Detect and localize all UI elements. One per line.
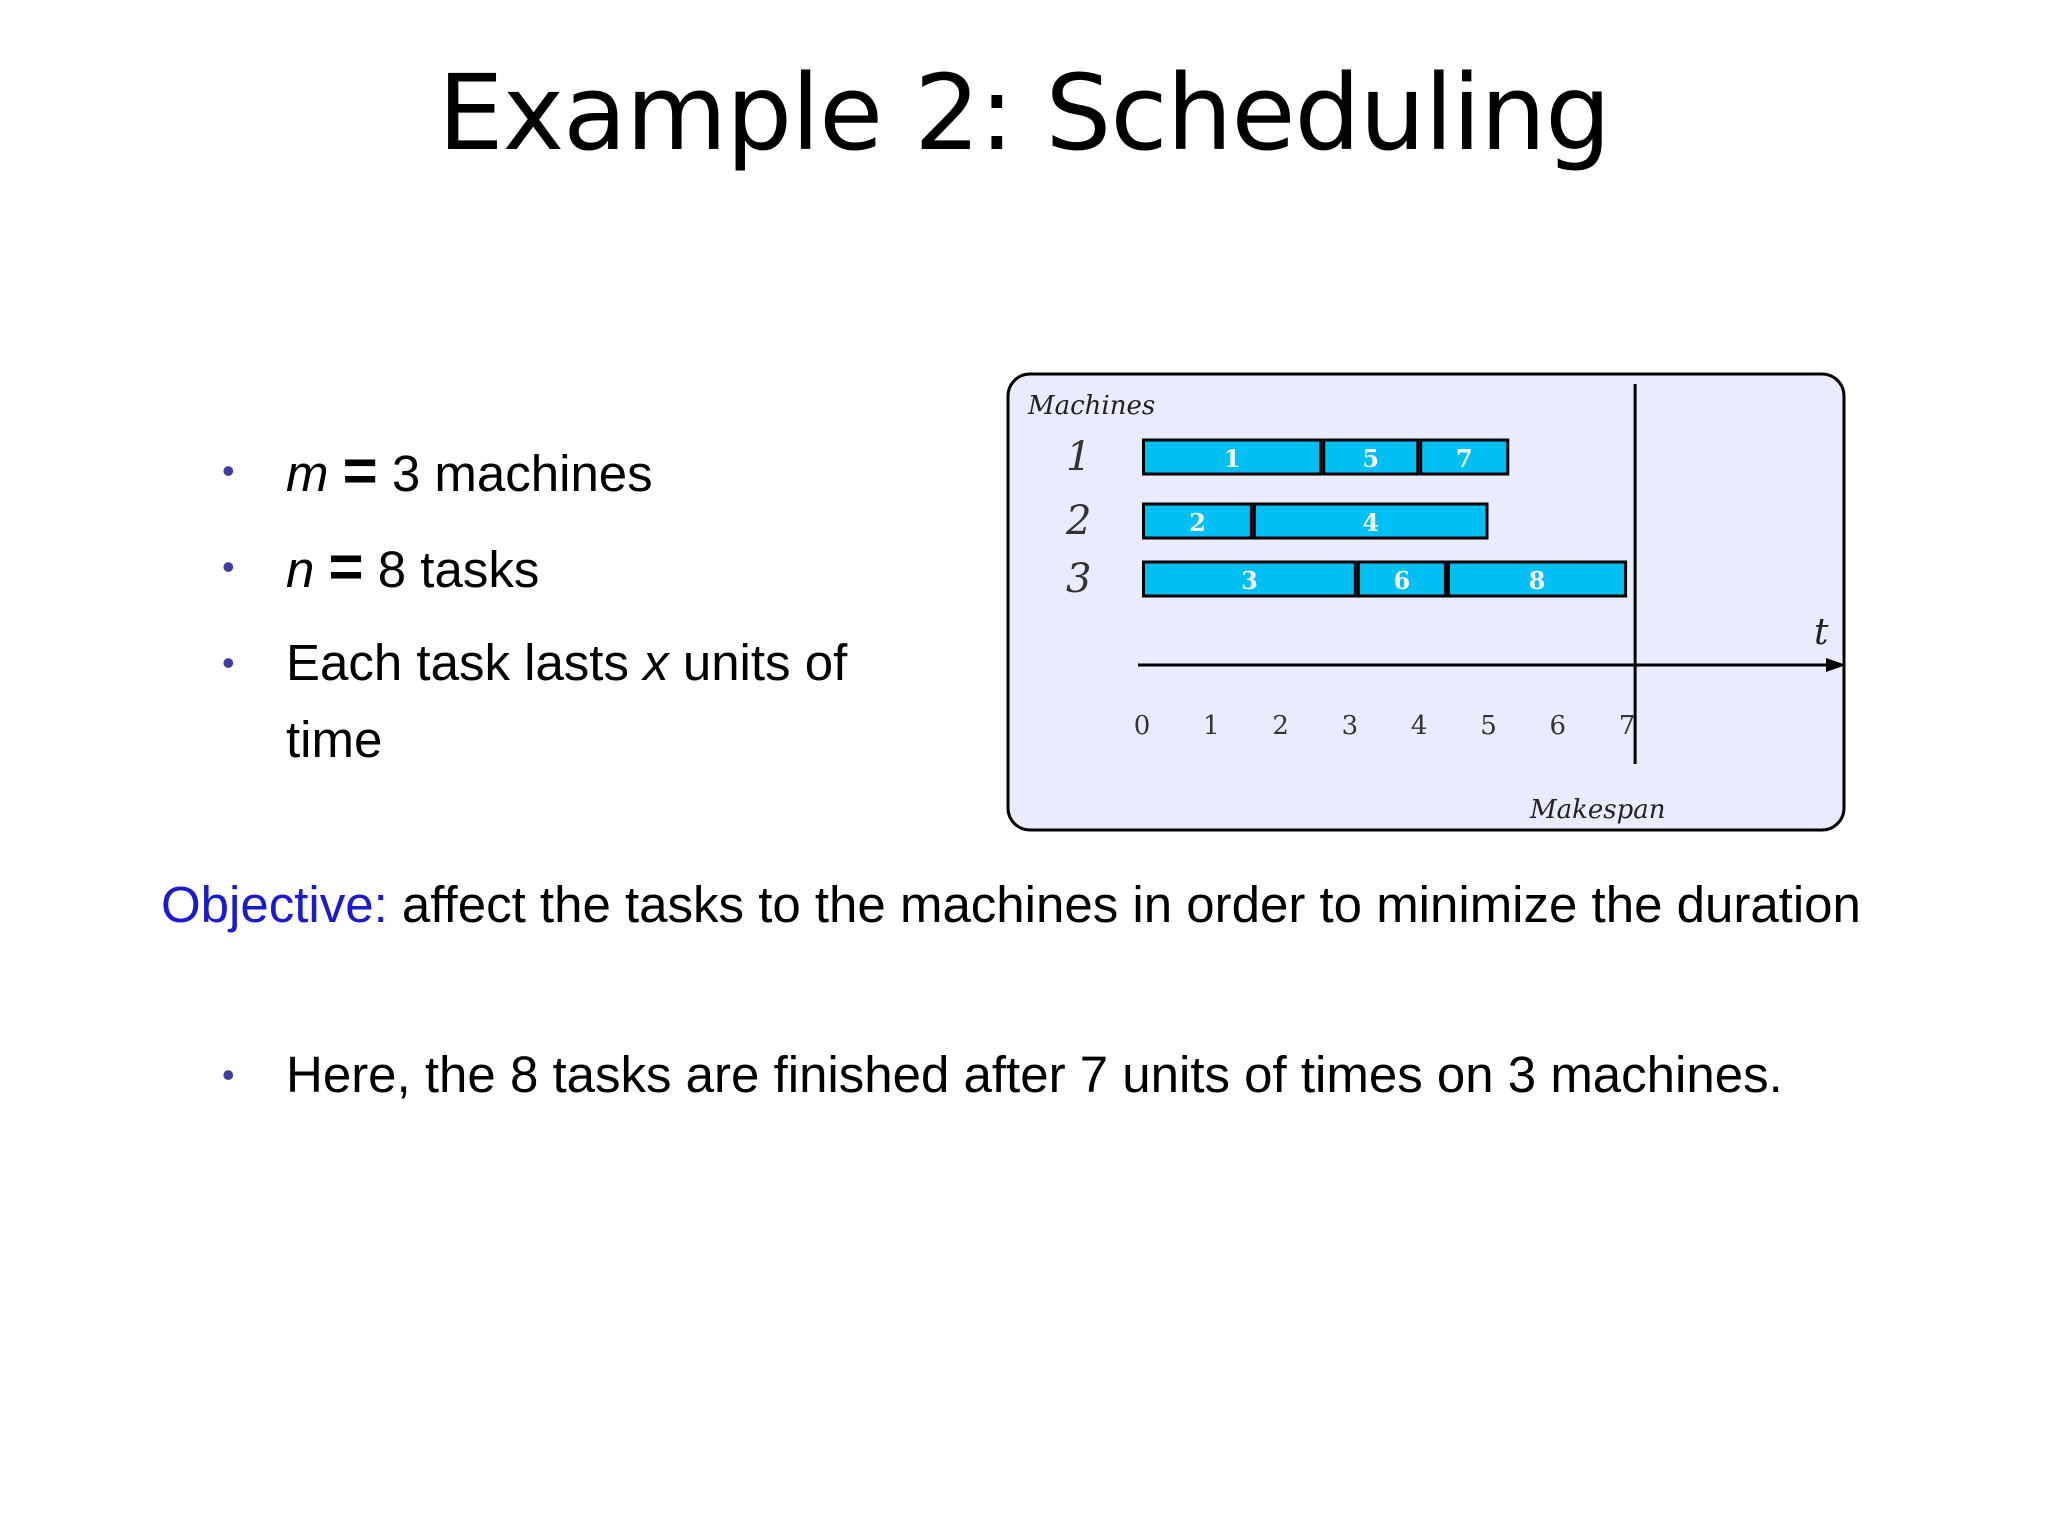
gantt-chart [1006, 372, 1846, 832]
x-tick-label: 0 [1133, 711, 1151, 741]
bullet-machines [222, 432, 942, 512]
machine-label: 2 [1066, 498, 1092, 544]
task-label: 4 [1362, 508, 1380, 537]
x-tick-label: 2 [1272, 711, 1289, 741]
var-m: m [286, 445, 329, 502]
slide-title: Example 2: Scheduling [437, 52, 1611, 174]
task-label: 1 [1223, 444, 1241, 473]
bullet-list [222, 432, 942, 794]
task-label: 6 [1393, 566, 1411, 595]
equals-sign: = [328, 533, 364, 600]
x-tick-label: 5 [1480, 711, 1497, 741]
objective [161, 866, 1921, 943]
bullet-result [222, 1036, 1786, 1113]
bullet-text: Here, the 8 tasks are finished after 7 units of times on 3 machines. [286, 1046, 1783, 1103]
x-tick-label: 4 [1410, 711, 1428, 741]
bullet-text: 3 machines [377, 445, 653, 502]
objective-label: Objective: [161, 876, 388, 933]
bullet-text: 8 tasks [363, 541, 540, 598]
x-tick-label: 6 [1549, 711, 1567, 741]
task-label: 7 [1455, 444, 1473, 473]
bullet-text: units of time [286, 634, 848, 768]
machine-labels [1065, 434, 1091, 602]
objective-text: affect the tasks to the machines in order to minimize the duration [387, 876, 1861, 933]
bullet-tasks [222, 528, 942, 608]
task-label: 3 [1241, 566, 1258, 595]
x-tick-label: 3 [1341, 711, 1359, 741]
var-n: n [286, 541, 315, 598]
bullet-duration [222, 624, 942, 778]
x-axis-label: t [1814, 612, 1829, 653]
bullet-dot: • [222, 642, 235, 683]
var-x: x [643, 634, 669, 691]
x-tick-label: 7 [1618, 711, 1636, 741]
bullet-dot: • [222, 450, 235, 491]
x-tick-label: 1 [1203, 711, 1220, 741]
bullet-dot: • [222, 1054, 235, 1095]
task-label: 5 [1362, 444, 1380, 473]
machine-label: 3 [1066, 556, 1092, 602]
machine-label: 1 [1066, 434, 1092, 480]
bullet-text: Each task lasts [286, 634, 644, 691]
equals-sign: = [342, 437, 378, 504]
y-axis-label: Machines [1028, 391, 1156, 421]
task-label: 2 [1189, 508, 1206, 537]
makespan-label: Makespan [1530, 795, 1666, 825]
bullet-dot: • [222, 546, 235, 587]
task-label: 8 [1528, 566, 1546, 595]
